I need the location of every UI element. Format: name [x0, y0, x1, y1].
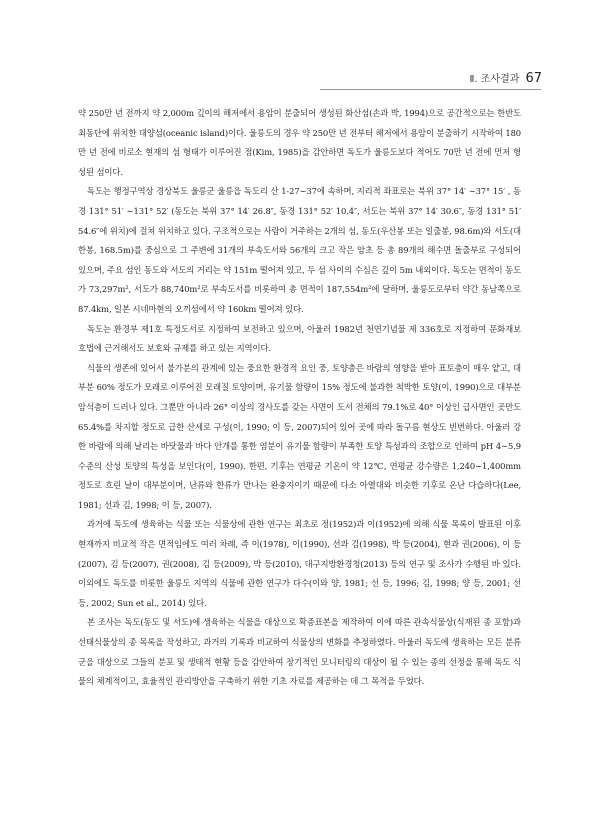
- paragraph: 약 250만 년 전까지 약 2,000m 깊이의 해저에서 용암이 분출되어 생성된 화산섬(손과 박, 1994)으로 공간적으로는 한반도 최동단에 위치한 대양섬(oceanic island)이다. 울릉도의 경우 약 250만 년 전부터 해저에서 용암이 분출하기 시작하여 180만 년 전에 비로소 현재의 섬 형태가 이루어진 점(Kim, 1985)을 감안하면 독도가 울릉도보다 적어도 70만 년 전에 먼저 형성된 섬이다.: [78, 108, 521, 177]
- running-header: [444, 70, 542, 86]
- paragraph: 과거에 독도에 생육하는 식물 또는 식물상에 관한 연구는 최초로 정(1952)과 이(1952)에 의해 식물 목록이 발표된 이후 현재까지 비교적 작은 면적임에도 여러 차례, 즉 이(1978), 이(1990), 선과 김(1998), 박 등(2004), 현과 권(2006), 이 등(2007), 김 등(2007), 권(2008), 김 등(2009), 박 등(2010), 대구지방환경청(2013) 등의 연구 및 조사가 수행된 바 있다. 이외에도 독도를 비롯한 울릉도 지역의 식물에 관한 연구가 다수(이와 양, 1981; 선 등, 1996; 김, 1998; 양 등, 2001; 선 등, 2002; Sun et al., 2014) 있다.: [78, 519, 521, 608]
- body-text: [78, 104, 521, 692]
- paragraph: 독도는 행정구역상 경상북도 울릉군 울릉읍 독도리 산 1-27∼37에 속하며, 지리적 좌표로는 북위 37° 14′ ∼37° 15′ , 동경 131° 51′ ∼131° 52′ (동도는 북위 37° 14′ 26.8″, 동경 131° 52′ 10.4″, 서도는 북위 37° 14′ 30.6″, 동경 131° 51′ 54.6″에 위치)에 걸쳐 위치하고 있다. 구조적으로는 사람이 거주하는 2개의 섬, 동도(우산봉 또는 일출봉, 98.6m)와 서도(대한봉, 168.5m)를 중심으로 그 주변에 31개의 부속도서와 56개의 크고 작은 암초 등 총 89개의 해수면 돌출부로 구성되어 있으며, 주요 섬인 동도와 서도의 거리는 약 151m 떨어져 있고, 두 섬 사이의 수심은 깊이 5m 내외이다. 독도는 면적이 동도가 73,297m², 서도가 88,740m²로 부속도서를 비롯하여 총 면적이 187,554m²에 달하며, 울릉도로부터 약간 동남쪽으로 87.4km, 일본 시네마현의 오끼섬에서 약 160km 떨어져 있다.: [78, 186, 521, 314]
- header-divider: [320, 89, 541, 90]
- section-title: Ⅱ. 조사결과: [469, 74, 520, 85]
- paragraph: 식물의 생존에 있어서 불가분의 관계에 있는 중요한 환경적 요인 중, 토양층은 바람의 영향을 받아 표토층이 매우 얕고, 대부분 60% 정도가 모래로 이루어진 모래질 토양이며, 유기물 함량이 15% 정도에 불과한 척박한 토양(이, 1990)으로 대부분 암석층이 드러나 있다. 그뿐만 아니라 26° 이상의 경사도를 갖는 사면이 도서 전체의 79.1%로 40° 이상인 급사면인 곳만도 65.4%를 차지할 정도로 급한 산세로 구성(이, 1990; 이 등, 2007)되어 있어 곳에 따라 돌구름 현상도 빈번하다. 아울러 강한 바람에 의해 날리는 바닷물과 바다 안개를 통한 염분이 유기물 함량이 부족한 토양 특성과의 조합으로 인하여 pH 4∼5.9 수준의 산성 토양의 특성을 보인다(이, 1990). 한편, 기후는 연평균 기온이 약 12℃, 연평균 강수량은 1,240∼1,400mm 정도로 흐린 날이 대부분이며, 난류와 한류가 만나는 완충지이기 때문에 다소 아열대와 비슷한 기후로 온난 다습하다(Lee, 1981; 선과 김, 1998; 이 등, 2007).: [78, 362, 521, 510]
- page-number: 67: [525, 71, 542, 86]
- paragraph: 본 조사는 독도(동도 및 서도)에 생육하는 식물을 대상으로 확증표본을 제작하여 이에 따른 관속식물상(식재된 종 포함)과 선태식물상의 종 목록을 작성하고, 과거의 기록과 비교하여 식물상의 변화를 추정하였다. 아울러 독도에 생육하는 모든 분류군을 대상으로 그들의 분포 및 생태적 현황 등을 감안하여 장기적인 모니터링의 대상이 될 수 있는 종의 선정을 통해 독도 식물의 체계적이고, 효율적인 관리방안을 구축하기 위한 기초 자료를 제공하는 데 그 목적을 두었다.: [78, 617, 521, 687]
- paragraph: 독도는 환경부 제1호 특정도서로 지정하여 보전하고 있으며, 아울러 1982년 천연기념물 제 336호로 지정하여 문화재보호법에 근거해서도 보호와 규제를 하고 있는 지역이다.: [78, 323, 521, 354]
